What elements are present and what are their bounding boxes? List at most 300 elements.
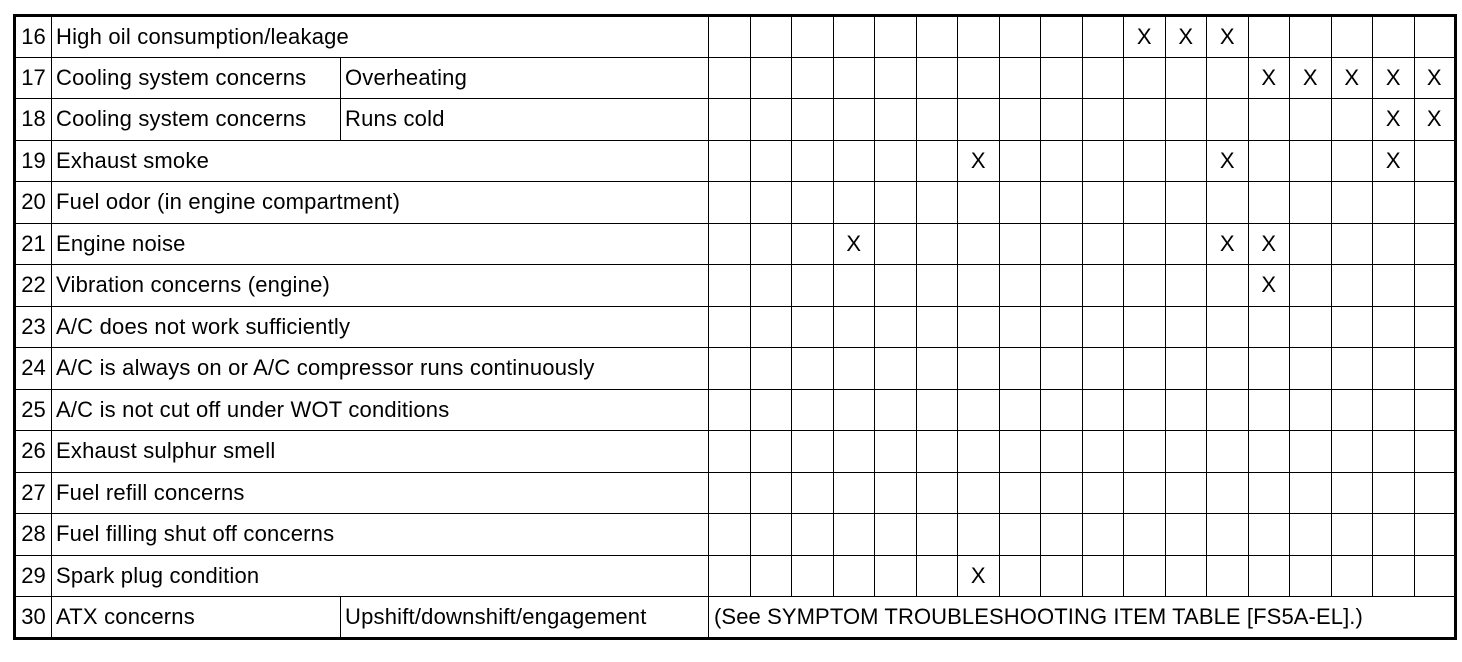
empty-cell xyxy=(1165,306,1207,348)
empty-cell xyxy=(916,265,958,307)
empty-cell xyxy=(1124,57,1166,99)
table-row xyxy=(15,182,1456,224)
empty-cell xyxy=(1414,16,1456,58)
empty-cell xyxy=(916,431,958,473)
empty-cell xyxy=(1082,57,1124,99)
empty-cell xyxy=(1290,555,1332,597)
empty-cell xyxy=(1041,223,1083,265)
empty-cell xyxy=(958,182,1000,224)
empty-cell xyxy=(1373,472,1415,514)
symptom-description: Exhaust smoke xyxy=(52,140,709,182)
empty-cell xyxy=(709,182,751,224)
empty-cell xyxy=(833,265,875,307)
empty-cell xyxy=(1248,431,1290,473)
empty-cell xyxy=(792,555,834,597)
empty-cell xyxy=(750,431,792,473)
empty-cell xyxy=(875,140,917,182)
empty-cell xyxy=(1331,223,1373,265)
check-mark: X xyxy=(958,555,1000,597)
empty-cell xyxy=(916,348,958,390)
empty-cell xyxy=(916,57,958,99)
row-number: 28 xyxy=(15,514,52,556)
empty-cell xyxy=(916,182,958,224)
empty-cell xyxy=(1041,348,1083,390)
empty-cell xyxy=(1290,306,1332,348)
row-number: 17 xyxy=(15,57,52,99)
empty-cell xyxy=(875,514,917,556)
symptom-troubleshooting-table xyxy=(13,14,1457,640)
check-mark: X xyxy=(1207,16,1249,58)
empty-cell xyxy=(750,472,792,514)
empty-cell xyxy=(1207,306,1249,348)
table-row xyxy=(15,555,1456,597)
empty-cell xyxy=(1082,472,1124,514)
empty-cell xyxy=(709,514,751,556)
empty-cell xyxy=(916,514,958,556)
table-row xyxy=(15,389,1456,431)
symptom-description: A/C is not cut off under WOT conditions xyxy=(52,389,709,431)
empty-cell xyxy=(709,306,751,348)
empty-cell xyxy=(1248,348,1290,390)
row-number: 18 xyxy=(15,99,52,141)
empty-cell xyxy=(1331,306,1373,348)
empty-cell xyxy=(1331,16,1373,58)
row-number: 30 xyxy=(15,597,52,639)
symptom-subitem: Upshift/downshift/engagement xyxy=(341,597,709,639)
empty-cell xyxy=(1414,514,1456,556)
empty-cell xyxy=(1290,223,1332,265)
empty-cell xyxy=(1124,140,1166,182)
empty-cell xyxy=(792,16,834,58)
symptom-subitem: Runs cold xyxy=(341,99,709,141)
empty-cell xyxy=(1165,348,1207,390)
empty-cell xyxy=(1331,99,1373,141)
empty-cell xyxy=(833,306,875,348)
row-number: 23 xyxy=(15,306,52,348)
empty-cell xyxy=(833,182,875,224)
check-mark: X xyxy=(1331,57,1373,99)
row-number: 26 xyxy=(15,431,52,473)
empty-cell xyxy=(958,265,1000,307)
check-mark: X xyxy=(1124,16,1166,58)
empty-cell xyxy=(1248,514,1290,556)
table-row xyxy=(15,99,1456,141)
empty-cell xyxy=(1207,514,1249,556)
table-row xyxy=(15,514,1456,556)
empty-cell xyxy=(750,16,792,58)
table-row xyxy=(15,597,1456,639)
empty-cell xyxy=(958,306,1000,348)
empty-cell xyxy=(1373,389,1415,431)
symptom-description: Fuel refill concerns xyxy=(52,472,709,514)
empty-cell xyxy=(875,472,917,514)
empty-cell xyxy=(750,555,792,597)
empty-cell xyxy=(1165,555,1207,597)
empty-cell xyxy=(1373,514,1415,556)
table-row xyxy=(15,140,1456,182)
empty-cell xyxy=(1248,99,1290,141)
empty-cell xyxy=(1041,140,1083,182)
empty-cell xyxy=(1207,431,1249,473)
check-mark: X xyxy=(1373,140,1415,182)
empty-cell xyxy=(916,389,958,431)
empty-cell xyxy=(875,431,917,473)
empty-cell xyxy=(750,514,792,556)
empty-cell xyxy=(1414,472,1456,514)
empty-cell xyxy=(1124,348,1166,390)
empty-cell xyxy=(1165,431,1207,473)
empty-cell xyxy=(1124,265,1166,307)
empty-cell xyxy=(999,472,1041,514)
empty-cell xyxy=(1248,472,1290,514)
empty-cell xyxy=(875,182,917,224)
empty-cell xyxy=(1248,16,1290,58)
empty-cell xyxy=(916,16,958,58)
empty-cell xyxy=(1165,389,1207,431)
empty-cell xyxy=(1290,99,1332,141)
empty-cell xyxy=(1082,514,1124,556)
empty-cell xyxy=(1290,348,1332,390)
empty-cell xyxy=(709,265,751,307)
empty-cell xyxy=(709,431,751,473)
empty-cell xyxy=(1331,472,1373,514)
empty-cell xyxy=(792,99,834,141)
empty-cell xyxy=(1165,265,1207,307)
empty-cell xyxy=(1248,555,1290,597)
row-number: 21 xyxy=(15,223,52,265)
empty-cell xyxy=(1082,265,1124,307)
empty-cell xyxy=(999,306,1041,348)
table-body xyxy=(15,16,1456,639)
empty-cell xyxy=(792,57,834,99)
empty-cell xyxy=(1373,265,1415,307)
empty-cell xyxy=(833,555,875,597)
empty-cell xyxy=(1124,223,1166,265)
empty-cell xyxy=(1041,431,1083,473)
empty-cell xyxy=(1331,555,1373,597)
empty-cell xyxy=(792,306,834,348)
empty-cell xyxy=(709,57,751,99)
empty-cell xyxy=(1124,99,1166,141)
empty-cell xyxy=(1165,223,1207,265)
empty-cell xyxy=(833,16,875,58)
empty-cell xyxy=(750,265,792,307)
empty-cell xyxy=(709,99,751,141)
check-mark: X xyxy=(833,223,875,265)
symptom-description: Vibration concerns (engine) xyxy=(52,265,709,307)
empty-cell xyxy=(1082,431,1124,473)
empty-cell xyxy=(1414,555,1456,597)
check-mark: X xyxy=(1414,57,1456,99)
empty-cell xyxy=(999,431,1041,473)
row-number: 27 xyxy=(15,472,52,514)
empty-cell xyxy=(1124,555,1166,597)
empty-cell xyxy=(1331,389,1373,431)
empty-cell xyxy=(792,265,834,307)
empty-cell xyxy=(1207,389,1249,431)
table-row xyxy=(15,57,1456,99)
empty-cell xyxy=(1414,431,1456,473)
empty-cell xyxy=(792,140,834,182)
empty-cell xyxy=(1207,348,1249,390)
empty-cell xyxy=(1082,16,1124,58)
empty-cell xyxy=(1082,306,1124,348)
empty-cell xyxy=(916,99,958,141)
symptom-description: Exhaust sulphur smell xyxy=(52,431,709,473)
empty-cell xyxy=(999,555,1041,597)
empty-cell xyxy=(792,348,834,390)
empty-cell xyxy=(1373,306,1415,348)
empty-cell xyxy=(999,223,1041,265)
table-row xyxy=(15,431,1456,473)
empty-cell xyxy=(1082,348,1124,390)
check-mark: X xyxy=(958,140,1000,182)
empty-cell xyxy=(1331,348,1373,390)
empty-cell xyxy=(999,182,1041,224)
table-row xyxy=(15,223,1456,265)
empty-cell xyxy=(1290,389,1332,431)
empty-cell xyxy=(833,472,875,514)
empty-cell xyxy=(1248,389,1290,431)
empty-cell xyxy=(750,57,792,99)
empty-cell xyxy=(875,57,917,99)
empty-cell xyxy=(1041,57,1083,99)
empty-cell xyxy=(750,348,792,390)
empty-cell xyxy=(1207,182,1249,224)
empty-cell xyxy=(1414,140,1456,182)
symptom-description: ATX concerns xyxy=(52,597,341,639)
empty-cell xyxy=(1082,223,1124,265)
check-mark: X xyxy=(1248,265,1290,307)
empty-cell xyxy=(875,99,917,141)
check-mark: X xyxy=(1248,223,1290,265)
empty-cell xyxy=(1124,472,1166,514)
empty-cell xyxy=(1331,431,1373,473)
check-mark: X xyxy=(1207,140,1249,182)
empty-cell xyxy=(709,16,751,58)
check-mark: X xyxy=(1373,57,1415,99)
empty-cell xyxy=(1414,348,1456,390)
empty-cell xyxy=(1124,389,1166,431)
symptom-description: Cooling system concerns xyxy=(52,57,341,99)
empty-cell xyxy=(999,348,1041,390)
empty-cell xyxy=(750,389,792,431)
empty-cell xyxy=(1165,140,1207,182)
symptom-subitem: Overheating xyxy=(341,57,709,99)
empty-cell xyxy=(1124,514,1166,556)
empty-cell xyxy=(709,348,751,390)
empty-cell xyxy=(1331,182,1373,224)
check-mark: X xyxy=(1248,57,1290,99)
empty-cell xyxy=(833,348,875,390)
empty-cell xyxy=(875,223,917,265)
empty-cell xyxy=(1290,472,1332,514)
empty-cell xyxy=(1373,555,1415,597)
row-number: 20 xyxy=(15,182,52,224)
empty-cell xyxy=(1082,389,1124,431)
empty-cell xyxy=(1165,57,1207,99)
empty-cell xyxy=(1207,555,1249,597)
empty-cell xyxy=(999,265,1041,307)
empty-cell xyxy=(1124,306,1166,348)
empty-cell xyxy=(916,306,958,348)
empty-cell xyxy=(709,555,751,597)
symptom-description: Fuel odor (in engine compartment) xyxy=(52,182,709,224)
empty-cell xyxy=(1290,514,1332,556)
empty-cell xyxy=(1124,431,1166,473)
empty-cell xyxy=(958,514,1000,556)
empty-cell xyxy=(1373,16,1415,58)
empty-cell xyxy=(1373,431,1415,473)
symptom-description: Engine noise xyxy=(52,223,709,265)
empty-cell xyxy=(1041,555,1083,597)
empty-cell xyxy=(875,306,917,348)
empty-cell xyxy=(1041,99,1083,141)
empty-cell xyxy=(1082,555,1124,597)
empty-cell xyxy=(833,431,875,473)
reference-note: (See SYMPTOM TROUBLESHOOTING ITEM TABLE [FS5A-EL].) xyxy=(709,597,1456,639)
empty-cell xyxy=(1165,472,1207,514)
empty-cell xyxy=(1290,431,1332,473)
empty-cell xyxy=(999,16,1041,58)
empty-cell xyxy=(1082,140,1124,182)
row-number: 29 xyxy=(15,555,52,597)
symptom-description: A/C is always on or A/C compressor runs continuously xyxy=(52,348,709,390)
row-number: 25 xyxy=(15,389,52,431)
empty-cell xyxy=(792,514,834,556)
empty-cell xyxy=(1207,99,1249,141)
empty-cell xyxy=(1331,514,1373,556)
empty-cell xyxy=(958,472,1000,514)
table-row xyxy=(15,16,1456,58)
row-number: 19 xyxy=(15,140,52,182)
empty-cell xyxy=(1290,140,1332,182)
empty-cell xyxy=(1207,57,1249,99)
empty-cell xyxy=(1165,99,1207,141)
empty-cell xyxy=(875,555,917,597)
symptom-description: Fuel filling shut off concerns xyxy=(52,514,709,556)
table-row xyxy=(15,348,1456,390)
empty-cell xyxy=(958,431,1000,473)
empty-cell xyxy=(1082,99,1124,141)
empty-cell xyxy=(1248,306,1290,348)
empty-cell xyxy=(1414,265,1456,307)
empty-cell xyxy=(1373,182,1415,224)
empty-cell xyxy=(958,57,1000,99)
empty-cell xyxy=(1414,306,1456,348)
table-row xyxy=(15,472,1456,514)
empty-cell xyxy=(1414,389,1456,431)
empty-cell xyxy=(1041,16,1083,58)
empty-cell xyxy=(709,223,751,265)
empty-cell xyxy=(1290,265,1332,307)
empty-cell xyxy=(875,389,917,431)
empty-cell xyxy=(916,140,958,182)
empty-cell xyxy=(1331,140,1373,182)
empty-cell xyxy=(999,99,1041,141)
symptom-description: High oil consumption/leakage xyxy=(52,16,709,58)
row-number: 16 xyxy=(15,16,52,58)
empty-cell xyxy=(833,389,875,431)
empty-cell xyxy=(1041,472,1083,514)
symptom-description: Spark plug condition xyxy=(52,555,709,597)
empty-cell xyxy=(875,348,917,390)
empty-cell xyxy=(916,555,958,597)
empty-cell xyxy=(750,223,792,265)
check-mark: X xyxy=(1290,57,1332,99)
empty-cell xyxy=(750,182,792,224)
empty-cell xyxy=(1373,223,1415,265)
empty-cell xyxy=(1124,182,1166,224)
empty-cell xyxy=(1082,182,1124,224)
empty-cell xyxy=(709,389,751,431)
empty-cell xyxy=(1041,514,1083,556)
empty-cell xyxy=(1414,182,1456,224)
empty-cell xyxy=(792,431,834,473)
empty-cell xyxy=(709,140,751,182)
empty-cell xyxy=(958,348,1000,390)
empty-cell xyxy=(875,16,917,58)
empty-cell xyxy=(875,265,917,307)
empty-cell xyxy=(833,99,875,141)
check-mark: X xyxy=(1207,223,1249,265)
symptom-description: A/C does not work sufficiently xyxy=(52,306,709,348)
check-mark: X xyxy=(1165,16,1207,58)
row-number: 22 xyxy=(15,265,52,307)
empty-cell xyxy=(958,223,1000,265)
empty-cell xyxy=(1041,389,1083,431)
empty-cell xyxy=(1290,182,1332,224)
table-row xyxy=(15,265,1456,307)
empty-cell xyxy=(1207,472,1249,514)
empty-cell xyxy=(916,223,958,265)
empty-cell xyxy=(958,99,1000,141)
empty-cell xyxy=(1041,306,1083,348)
empty-cell xyxy=(792,223,834,265)
empty-cell xyxy=(1331,265,1373,307)
empty-cell xyxy=(833,514,875,556)
empty-cell xyxy=(750,99,792,141)
check-mark: X xyxy=(1414,99,1456,141)
empty-cell xyxy=(750,306,792,348)
empty-cell xyxy=(1248,140,1290,182)
empty-cell xyxy=(1041,265,1083,307)
empty-cell xyxy=(958,389,1000,431)
empty-cell xyxy=(709,472,751,514)
empty-cell xyxy=(999,514,1041,556)
empty-cell xyxy=(1248,182,1290,224)
empty-cell xyxy=(999,140,1041,182)
empty-cell xyxy=(792,182,834,224)
empty-cell xyxy=(1041,182,1083,224)
empty-cell xyxy=(916,472,958,514)
empty-cell xyxy=(1290,16,1332,58)
row-number: 24 xyxy=(15,348,52,390)
empty-cell xyxy=(999,57,1041,99)
empty-cell xyxy=(1207,265,1249,307)
empty-cell xyxy=(958,16,1000,58)
empty-cell xyxy=(750,140,792,182)
empty-cell xyxy=(999,389,1041,431)
empty-cell xyxy=(1414,223,1456,265)
empty-cell xyxy=(792,389,834,431)
table-row xyxy=(15,306,1456,348)
empty-cell xyxy=(833,140,875,182)
empty-cell xyxy=(1165,182,1207,224)
empty-cell xyxy=(792,472,834,514)
empty-cell xyxy=(1165,514,1207,556)
check-mark: X xyxy=(1373,99,1415,141)
